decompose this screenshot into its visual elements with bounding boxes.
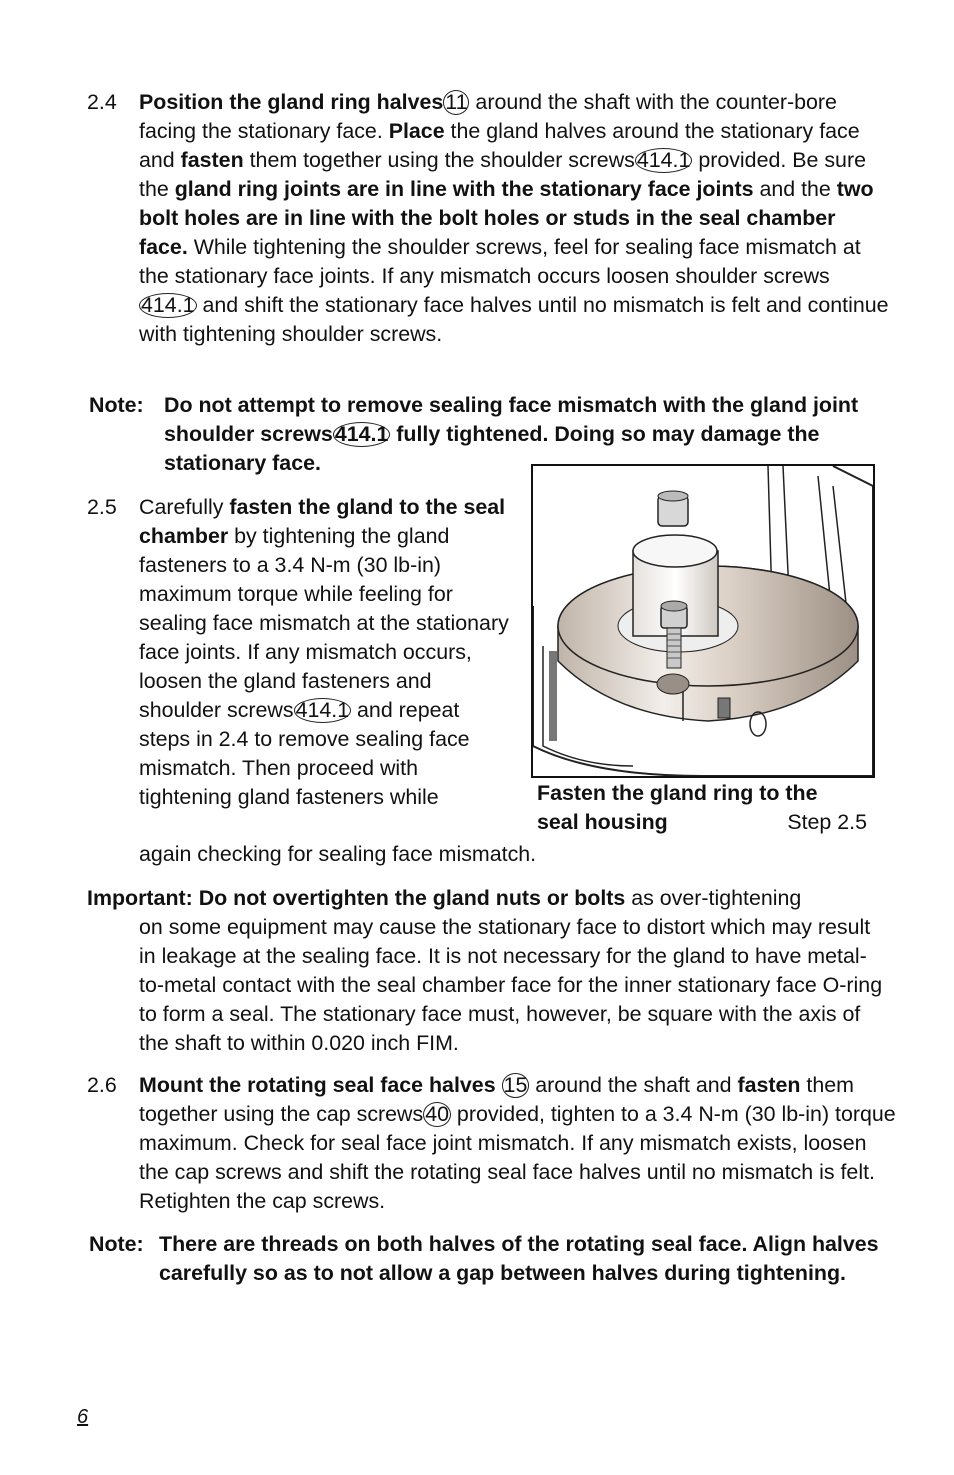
text: them together using the cap screws <box>139 1073 854 1126</box>
step-2-5-text-end: again checking for sealing face mismatch. <box>139 842 537 866</box>
important-first-line <box>87 884 887 913</box>
text: around the shaft and <box>529 1073 738 1097</box>
gland-ring-drawing <box>533 466 873 776</box>
text: and the <box>753 177 837 201</box>
step-2-5-text <box>139 493 509 812</box>
caption-line-1: Fasten the gland ring to the <box>537 781 818 805</box>
part-reference: 414.1 <box>636 148 691 172</box>
text: provided, tighten to a 3.4 N-m (30 lb-in) torque maximum. Check for seal face joint mismatch. If any mismatch exists, loosen the cap screws and shift the rotating seal face halves until no mismatch is felt. Retighten the cap screws. <box>139 1102 896 1213</box>
text: While tightening the shoulder screws, feel for sealing face mismatch at the stationary face joints. If any mismatch occurs loosen shoulder screws <box>139 235 861 288</box>
text: as over-tightening <box>625 886 802 910</box>
note-label: Note: <box>89 393 144 417</box>
step-2-4-text <box>139 88 889 349</box>
note-label: Note: <box>89 1232 144 1256</box>
bold-text: two bolt holes are in line with the bolt holes or studs in the seal chamber face. <box>139 177 874 259</box>
important-label: Important: Do not overtighten the gland nuts or bolts <box>87 886 626 910</box>
bold-text: fasten <box>180 148 244 172</box>
gland-ring-illustration <box>531 464 875 778</box>
bold-text: Mount the rotating seal face halves <box>139 1073 496 1097</box>
text: them together using the shoulder screws <box>243 148 635 172</box>
text: by tightening the gland fasteners to a 3.4 N-m (30 lb-in) maximum torque while feeling for sealing face mismatch at the stationary face joints. If any mismatch occurs, loosen the gland fasteners and shoulder screws <box>139 524 509 722</box>
step-number: 2.5 <box>87 495 117 519</box>
bold-text: Place <box>388 119 445 143</box>
part-reference: 414.1 <box>295 698 350 722</box>
step-number: 2.6 <box>87 1073 117 1097</box>
text: provided. Be sure the <box>139 148 866 201</box>
important-text: on some equipment may cause the stationary face to distort which may result in leakage at the sealing face. It is not necessary for the gland to have metal-to-metal contact with the seal chamber face for the inner stationary face O-ring to form a seal. The stationary face must, however, be square with the axis of the shaft to within 0.020 inch FIM. <box>139 915 883 1055</box>
step-number: 2.4 <box>87 90 117 114</box>
part-reference: 11 <box>445 90 468 114</box>
text: and repeat steps in 2.4 to remove sealing face mismatch. Then proceed with tightening gland fasteners while <box>139 698 470 809</box>
page-number: 6 <box>77 1406 89 1428</box>
step-2-6-text <box>139 1071 899 1216</box>
bold-text: fasten <box>737 1073 801 1097</box>
figure-caption <box>537 779 867 837</box>
part-reference: 414.1 <box>334 422 389 446</box>
text: and shift the stationary face halves until no mismatch is felt and continue with tightening shoulder screws. <box>139 293 889 346</box>
caption-line-2: seal housing <box>537 810 668 834</box>
bold-text: gland ring joints are in line with the stationary face joints <box>174 177 754 201</box>
part-reference: 40 <box>425 1102 449 1126</box>
text: Carefully <box>139 495 230 519</box>
text: around the shaft with the counter-bore facing the stationary face. <box>139 90 837 143</box>
step-label: Step 2.5 <box>787 810 867 834</box>
note-text: There are threads on both halves of the rotating seal face. Align halves carefully so as to not allow a gap between halves during tightening. <box>159 1232 879 1285</box>
bold-text: Position the gland ring halves <box>139 90 444 114</box>
bold-text: fasten the gland to the seal chamber <box>139 495 506 548</box>
text: fully tightened. Doing so may damage the stationary face. <box>164 422 820 475</box>
part-reference: 414.1 <box>141 293 195 317</box>
part-reference: 15 <box>503 1073 528 1097</box>
text: Do not attempt to remove sealing face mismatch with the gland joint shoulder screws <box>164 393 859 446</box>
text: the gland halves around the stationary face and <box>139 119 860 172</box>
